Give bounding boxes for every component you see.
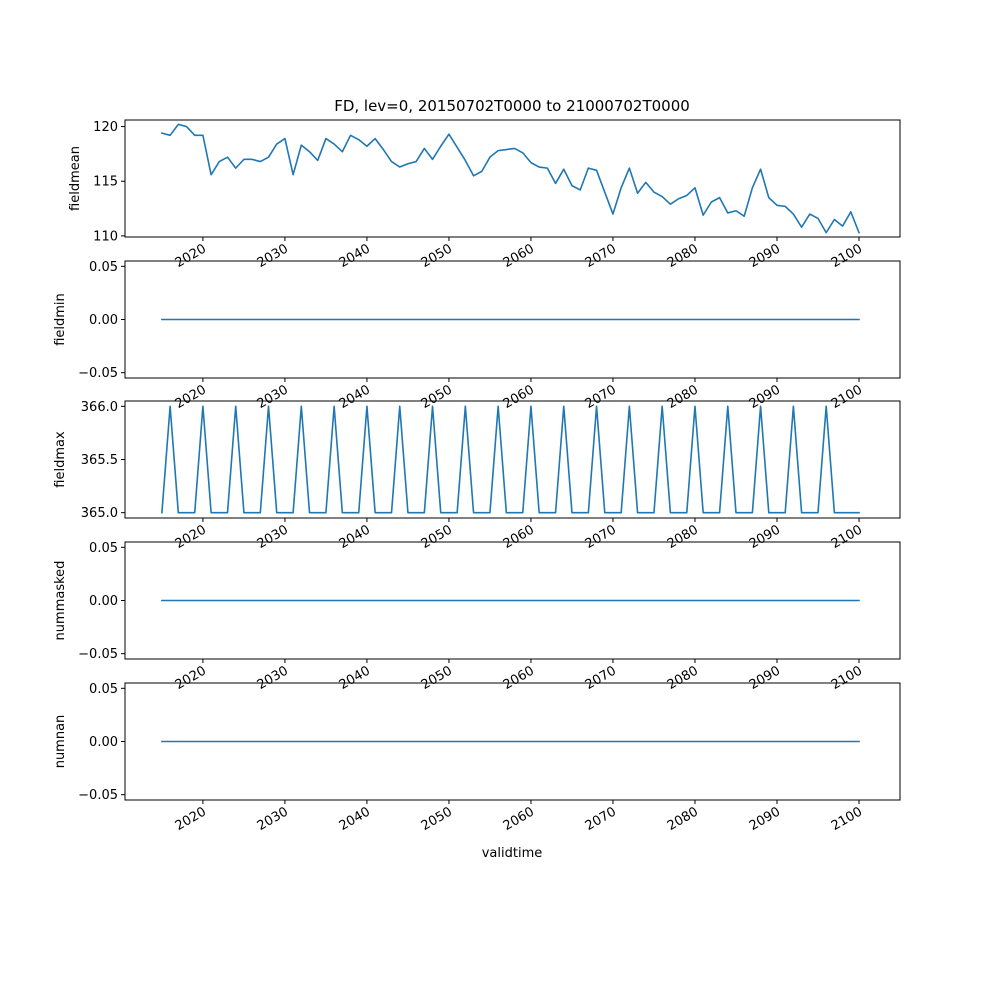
y-tick-label-fieldmin: 0.00 <box>89 313 118 328</box>
x-tick-label-fieldmax: 2080 <box>664 522 701 553</box>
x-tick-label-numnan: 2080 <box>664 804 701 835</box>
x-tick-label-fieldmin: 2040 <box>336 382 373 413</box>
x-tick-label-nummasked: 2090 <box>746 663 783 694</box>
y-tick-label-fieldmean: 115 <box>93 174 118 190</box>
y-tick-label-fieldmax: 365.0 <box>80 506 118 522</box>
y-tick-label-fieldmax: 366.0 <box>80 399 118 415</box>
y-tick-label-nummasked: 0.00 <box>89 594 118 609</box>
x-tick-label-fieldmax: 2050 <box>418 522 455 553</box>
x-tick-label-numnan: 2050 <box>418 804 455 835</box>
y-axis-label-nummasked: nummasked <box>53 560 68 641</box>
y-tick-label-fieldmean: 110 <box>93 229 118 245</box>
x-tick-label-fieldmin: 2050 <box>418 382 455 413</box>
x-tick-label-nummasked: 2060 <box>500 663 537 694</box>
x-tick-label-fieldmin: 2090 <box>746 382 783 413</box>
x-tick-label-numnan: 2070 <box>582 804 619 835</box>
x-tick-label-numnan: 2040 <box>336 804 373 835</box>
y-axis-label-fieldmax: fieldmax <box>53 431 68 488</box>
x-tick-label-numnan: 2090 <box>746 804 783 835</box>
x-tick-label-nummasked: 2080 <box>664 663 701 694</box>
x-tick-label-fieldmax: 2030 <box>254 522 291 553</box>
x-tick-label-fieldmean: 2080 <box>664 241 701 272</box>
x-tick-label-fieldmin: 2060 <box>500 382 537 413</box>
y-tick-label-numnan: −0.05 <box>78 788 118 804</box>
x-tick-label-fieldmin: 2020 <box>172 382 209 413</box>
y-axis-label-fieldmean: fieldmean <box>68 146 83 211</box>
x-tick-label-nummasked: 2030 <box>254 663 291 694</box>
x-tick-label-fieldmin: 2080 <box>664 382 701 413</box>
x-tick-label-nummasked: 2100 <box>828 663 865 694</box>
y-axis-label-fieldmin: fieldmin <box>53 293 68 346</box>
y-tick-label-numnan: 0.05 <box>89 681 118 697</box>
x-tick-label-fieldmin: 2030 <box>254 382 291 413</box>
x-tick-label-fieldmean: 2100 <box>828 241 865 272</box>
x-tick-label-fieldmean: 2030 <box>254 241 291 272</box>
y-tick-label-numnan: 0.00 <box>89 735 118 750</box>
x-tick-label-fieldmean: 2020 <box>172 241 209 272</box>
x-tick-label-fieldmax: 2020 <box>172 522 209 553</box>
x-tick-label-fieldmax: 2070 <box>582 522 619 553</box>
x-tick-label-numnan: 2020 <box>172 804 209 835</box>
y-tick-label-fieldmean: 120 <box>93 120 118 136</box>
x-tick-label-fieldmin: 2100 <box>828 382 865 413</box>
x-tick-label-nummasked: 2050 <box>418 663 455 694</box>
x-tick-label-numnan: 2060 <box>500 804 537 835</box>
x-tick-label-fieldmean: 2070 <box>582 241 619 272</box>
x-tick-label-fieldmin: 2070 <box>582 382 619 413</box>
x-tick-label-numnan: 2030 <box>254 804 291 835</box>
x-tick-label-fieldmax: 2090 <box>746 522 783 553</box>
y-axis-label-numnan: numnan <box>53 714 68 769</box>
y-tick-label-fieldmin: −0.05 <box>78 366 118 382</box>
x-tick-label-numnan: 2100 <box>828 804 865 835</box>
x-axis-label: validtime <box>481 846 543 861</box>
figure-title: FD, lev=0, 20150702T0000 to 21000702T0000 <box>334 97 690 115</box>
y-tick-label-fieldmax: 365.5 <box>80 453 118 468</box>
x-tick-label-nummasked: 2070 <box>582 663 619 694</box>
x-tick-label-fieldmean: 2090 <box>746 241 783 272</box>
x-tick-label-fieldmean: 2060 <box>500 241 537 272</box>
y-tick-label-fieldmin: 0.05 <box>89 259 118 275</box>
x-tick-label-fieldmax: 2100 <box>828 522 865 553</box>
x-tick-label-fieldmax: 2060 <box>500 522 537 553</box>
x-tick-label-fieldmax: 2040 <box>336 522 373 553</box>
y-tick-label-nummasked: −0.05 <box>78 647 118 663</box>
x-tick-label-fieldmean: 2050 <box>418 241 455 272</box>
x-tick-label-nummasked: 2020 <box>172 663 209 694</box>
x-tick-label-nummasked: 2040 <box>336 663 373 694</box>
x-tick-label-fieldmean: 2040 <box>336 241 373 272</box>
y-tick-label-nummasked: 0.05 <box>89 540 118 556</box>
